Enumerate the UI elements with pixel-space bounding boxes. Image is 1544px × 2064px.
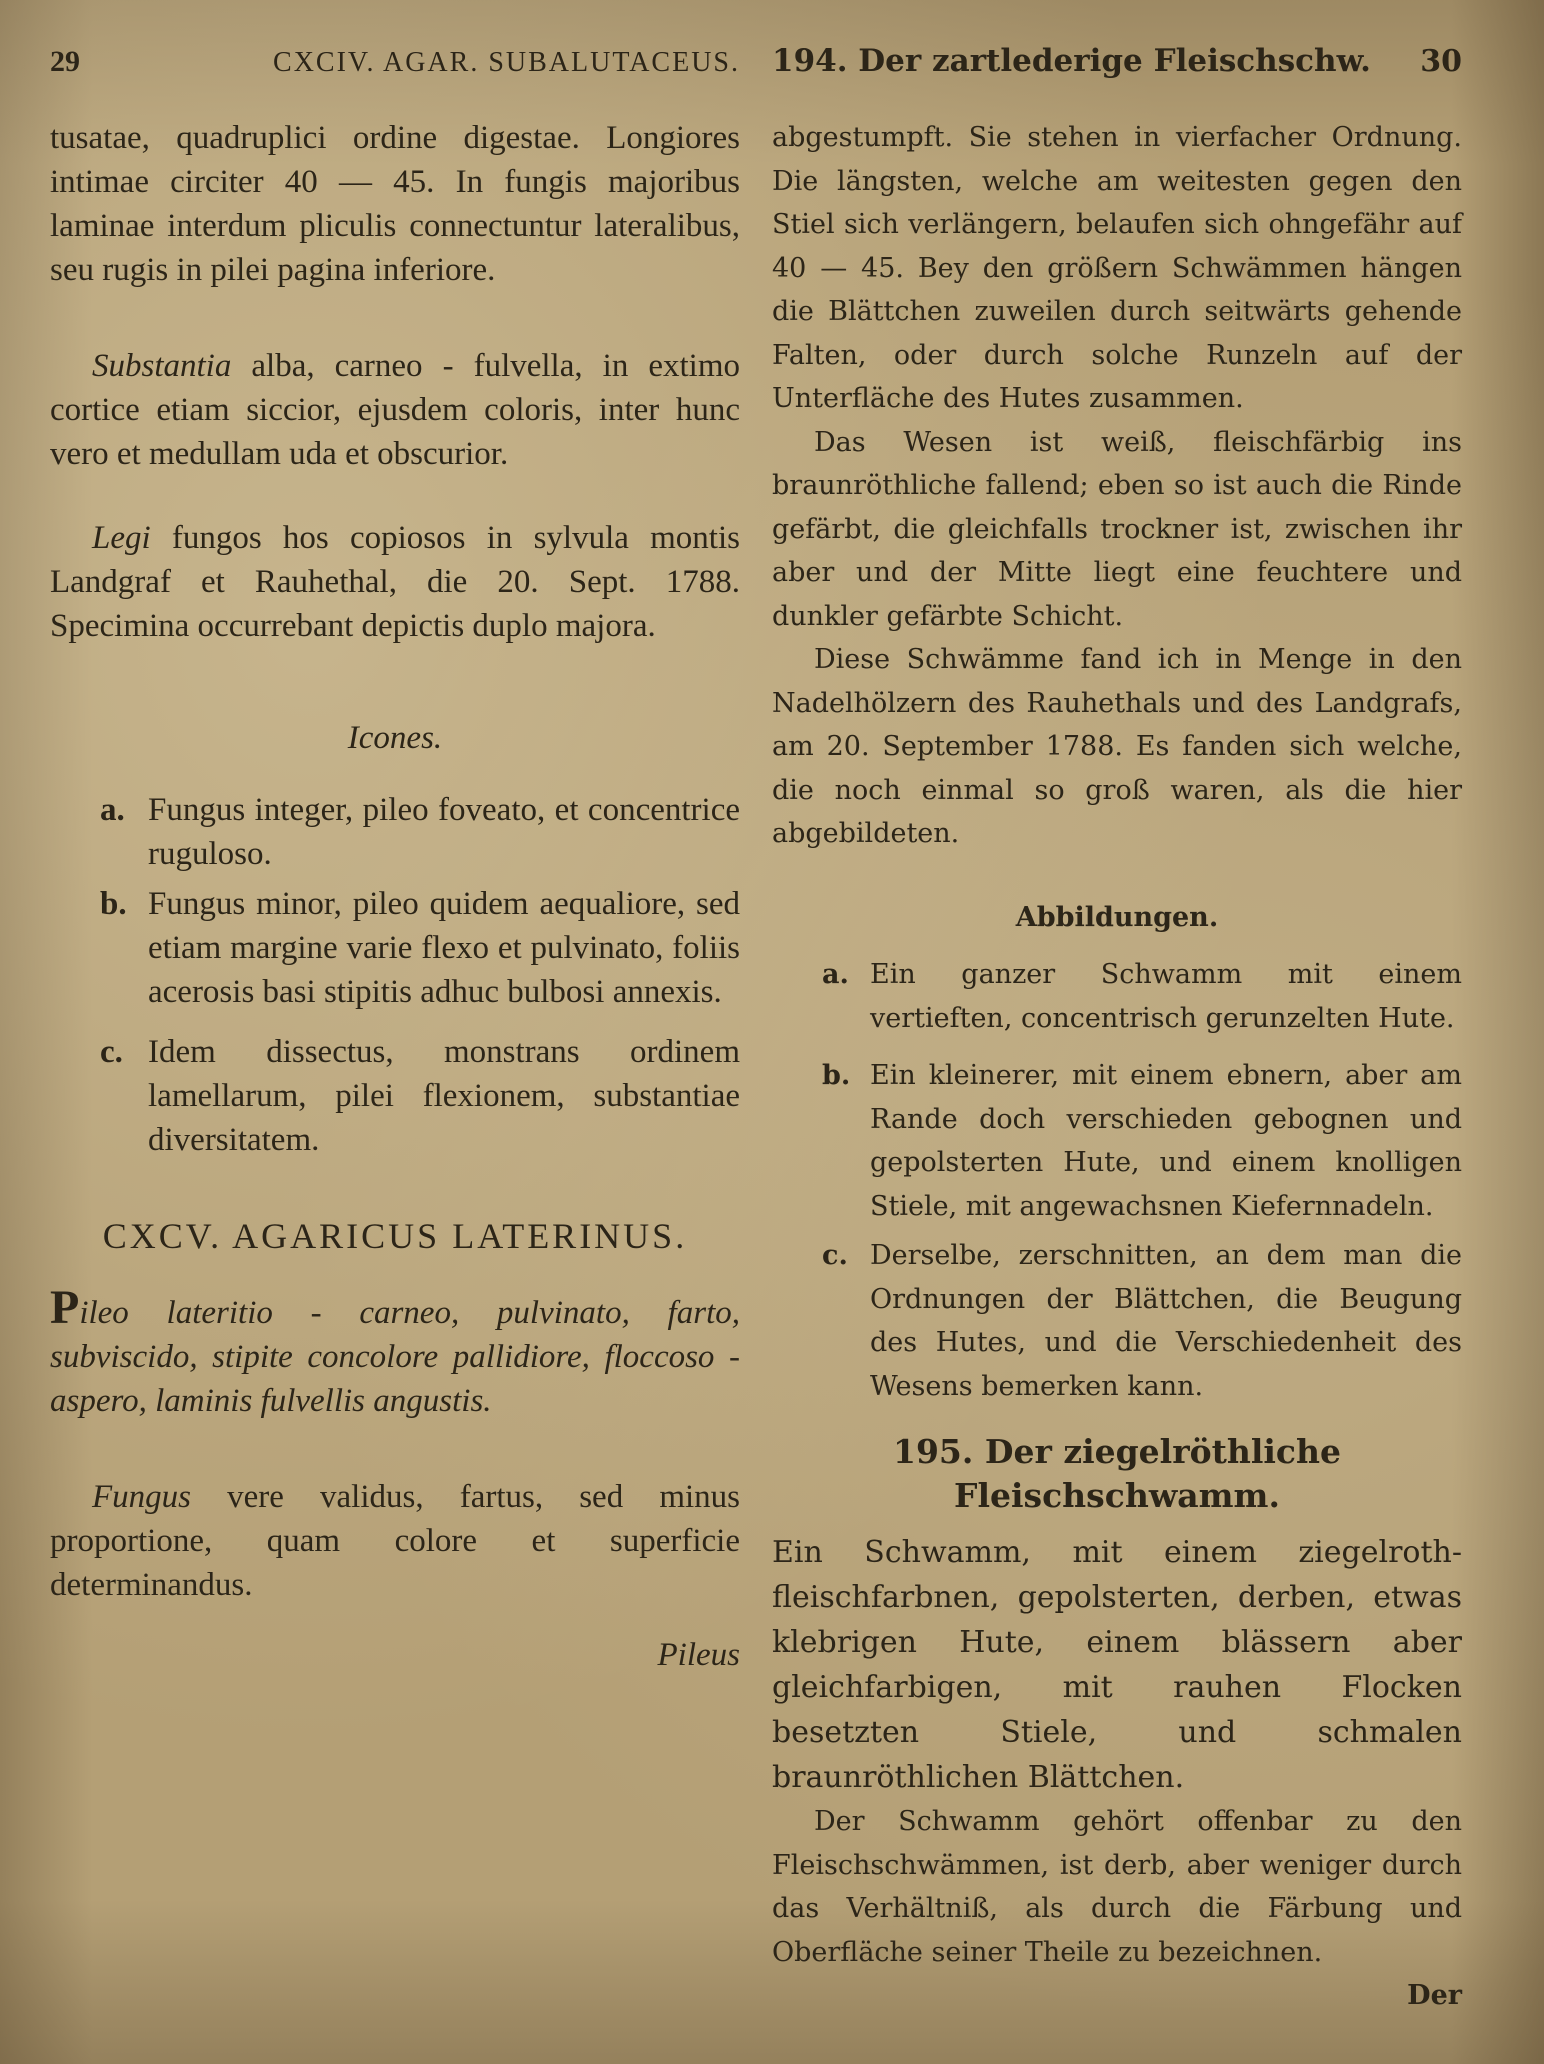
legi-text: fungos hos copiosos in sylvula montis Landgraf et Rauhethal, die 20. Sept. 1788. Specimina occurrebant depictis duplo majora. [50, 520, 740, 644]
list-item [822, 1234, 1462, 1408]
right-paragraph-wesen: Das Wesen ist weiß, fleischfärbig ins braunröthliche fallend; eben so ist auch die Rinde gefärbt, die gleichfalls trockner ist, zwischen ihr aber und der Mitte liegt eine feuchtere und dunkler gefärbte Schicht. [772, 426, 1462, 632]
diagnosis-text: ileo lateritio - carneo, pulvinato, farto, subviscido, stipite concolore pallidiore, floccoso - aspero, laminis fulvellis angustis. [50, 1295, 740, 1419]
item-text: Fungus minor, pileo quidem aequaliore, sed etiam margine varie flexo et pulvinato, foliis acerosis basi stipitis adhuc bulbosi annexis. [148, 886, 740, 1010]
item-text: Ein kleinerer, mit einem ebnern, aber am Rande doch verschieden gebognen und gepolsterten Hute, und einem knolligen Stiele, mit angewachsnen Kiefernnadeln. [870, 1060, 1462, 1222]
list-item [100, 1030, 740, 1162]
item-text: Fungus integer, pileo foveato, et concentrice rugulosо. [148, 792, 740, 872]
list-item [822, 953, 1462, 1040]
section-title-195: 195. Der ziegelröthliche Fleischschwamm. [892, 1432, 1341, 1515]
right-paragraph-schwamm: Der Schwamm gehört offenbar zu den Fleischschwämmen, ist derb, aber weniger durch das Verhältniß, als durch die Färbung und Oberfläche seiner Theile zu bezeichnen. [772, 1806, 1462, 1968]
german-diagnosis: Ein Schwamm, mit einem ziegelroth-fleischfarbnen, gepolsterten, derben, etwas klebrigen Hute, einem blässern aber gleichfarbigen, mit rauhen Flocken besetzten Stiele, und schmalen braunröthlichen Blättchen. [772, 1535, 1462, 1795]
latin-diagnosis [50, 1281, 740, 1423]
fungus-lead: Fungus [92, 1479, 191, 1515]
icones-heading: Icones. [347, 720, 443, 756]
list-item [100, 882, 740, 1014]
left-catchword: Pileus [657, 1637, 740, 1673]
item-text: Ein ganzer Schwamm mit einem vertieften, concentrisch gerunzelten Hute. [870, 959, 1462, 1034]
item-label: b. [100, 886, 127, 922]
fungus-text: vere validus, fartus, sed minus proportione, quam colore et superficie determinandus. [50, 1479, 740, 1603]
drop-initial: P [50, 1281, 80, 1334]
item-text: Derselbe, zerschnitten, an dem man die Ordnungen der Blättchen, die Beugung des Hutes, und die Verschiedenheit des Wesens bemerken kann. [870, 1240, 1462, 1402]
left-running-title: CXCIV. AGAR. SUBALUTACEUS. [273, 47, 740, 78]
abbildungen-heading: Abbildungen. [1015, 901, 1219, 933]
item-text: Idem dissectus, monstrans ordinem lamellarum, pilei flexionem, substantiae diversitatem. [148, 1034, 740, 1158]
item-label: c. [822, 1240, 848, 1271]
item-label: a. [822, 959, 849, 990]
right-running-title: 194. Der zartlederige Fleischschw. [772, 43, 1371, 79]
icones-list [50, 788, 740, 1162]
left-running-head [50, 40, 740, 90]
right-paragraph-fand: Diese Schwämme fand ich in Menge in den Nadelhölzern des Rauhethals und des Landgrafs, am 20. September 1788. Es fanden sich welche, die noch einmal so groß waren, als die hier abgebildeten. [772, 644, 1462, 849]
right-page-number: 30 [1420, 44, 1462, 79]
right-catchword: Der [1407, 1980, 1462, 2011]
right-paragraph-ordnung: abgestumpft. Sie stehen in vierfacher Ordnung. Die längsten, welche am weitesten gegen den Stiel sich verlängern, belaufen sich ohngefähr auf 40 — 45. Bey den größern Schwämmen hängen die Blättchen zuweilen durch seitwärts gehende Falten, oder durch solche Runzeln auf der Unterfläche des Hutes zusammen. [772, 122, 1462, 414]
right-running-head [772, 40, 1462, 90]
left-paragraph-fungus [50, 1475, 740, 1607]
item-label: a. [100, 792, 125, 828]
abbildungen-list [772, 953, 1462, 1408]
right-page [772, 40, 1462, 2018]
left-page [50, 40, 740, 1677]
left-paragraph-legi [50, 516, 740, 648]
section-title-cxcv: CXCV. AGARICUS LATERINUS. [102, 1216, 688, 1256]
left-paragraph-substantia [50, 344, 740, 476]
list-item [100, 788, 740, 876]
legi-lead: Legi [92, 520, 151, 556]
substantia-lead: Substantia [92, 348, 232, 384]
substantia-text: alba, carneo - fulvella, in extimo cortice etiam siccior, ejusdem coloris, inter hunc vero et medullam uda et obscurior. [50, 348, 740, 472]
left-paragraph-lamellae: tusatae, quadruplici ordine digestae. Longiores intimae circiter 40 — 45. In fungis majoribus laminae interdum pliculis connectuntur lateralibus, seu rugis in pilei pagina inferiore. [50, 120, 740, 288]
item-label: c. [100, 1034, 123, 1070]
left-page-number: 29 [50, 45, 80, 78]
list-item [822, 1054, 1462, 1228]
item-label: b. [822, 1060, 851, 1091]
